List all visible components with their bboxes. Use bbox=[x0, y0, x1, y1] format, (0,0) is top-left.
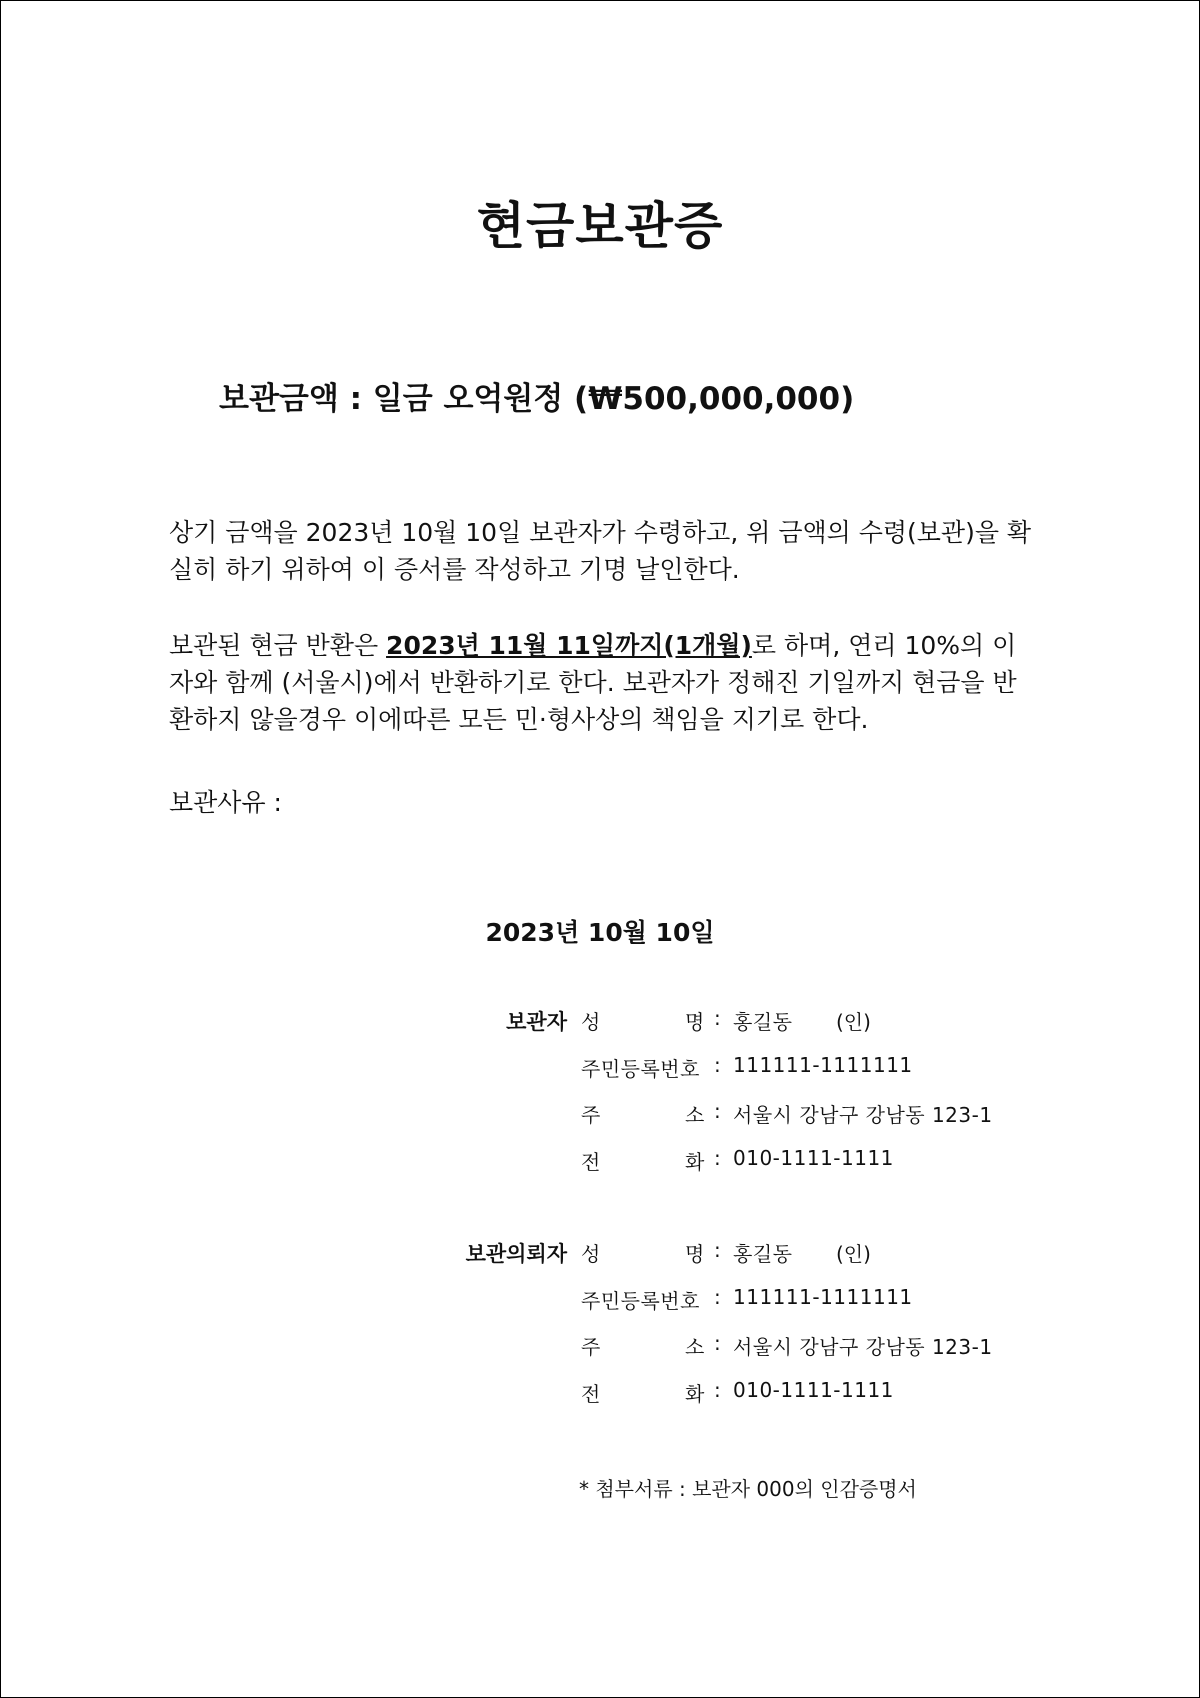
phone-label-first: 전 bbox=[581, 1382, 601, 1406]
keeper-phone: 010-1111-1111 bbox=[733, 1146, 894, 1170]
colon: : bbox=[714, 1378, 721, 1402]
name-label-first: 성 bbox=[581, 1010, 601, 1034]
requester-id-row bbox=[581, 1285, 1041, 1315]
keeper-address-row bbox=[581, 1099, 1041, 1129]
id-label: 주민등록번호 bbox=[581, 1057, 700, 1081]
signing-date: 2023년 10월 10일 bbox=[485, 918, 715, 947]
requester-name-row bbox=[581, 1238, 1041, 1268]
colon: : bbox=[714, 1331, 721, 1355]
keeper-seal: (인) bbox=[836, 1010, 871, 1034]
phone-label-second: 화 bbox=[685, 1150, 705, 1174]
return-terms-rest: 로 하며, 연리 10%의 이자와 함께 (서울시)에서 반환하기로 한다. 보관자가 정해진 기일까지 현금을 반환하지 않을경우 이에따른 모든 민·형사상의 책임을 지기로 한다. bbox=[169, 631, 1017, 734]
phone-label-second: 화 bbox=[685, 1382, 705, 1406]
name-label-first: 성 bbox=[581, 1242, 601, 1266]
attachment-note: * 첨부서류 : 보관자 000의 인감증명서 bbox=[579, 1477, 917, 1501]
amount-line: 보관금액 : 일금 오억원정 (₩500,000,000) bbox=[219, 381, 855, 417]
keeper-id-number: 111111-1111111 bbox=[733, 1053, 913, 1077]
keeper-address: 서울시 강남구 강남동 123-1 bbox=[733, 1103, 993, 1127]
requester-name: 홍길동 bbox=[733, 1242, 793, 1266]
keeper-role-label: 보관자 bbox=[506, 1010, 567, 1034]
address-label-first: 주 bbox=[581, 1103, 601, 1127]
address-label-second: 소 bbox=[685, 1103, 705, 1127]
requester-phone: 010-1111-1111 bbox=[733, 1378, 894, 1402]
colon: : bbox=[714, 1146, 721, 1170]
keeper-id-row bbox=[581, 1053, 1041, 1083]
name-label-second: 명 bbox=[685, 1242, 705, 1266]
colon: : bbox=[714, 1099, 721, 1123]
return-terms-intro: 보관된 현금 반환은 bbox=[169, 631, 387, 660]
colon: : bbox=[714, 1285, 721, 1309]
colon: : bbox=[714, 1238, 721, 1262]
requester-id-number: 111111-1111111 bbox=[733, 1285, 913, 1309]
receipt-paragraph: 상기 금액을 2023년 10월 10일 보관자가 수령하고, 위 금액의 수령(보관)을 확실히 하기 위하여 이 증서를 작성하고 기명 날인한다. bbox=[169, 518, 1032, 584]
return-terms-paragraph bbox=[169, 627, 1039, 738]
name-label-second: 명 bbox=[685, 1010, 705, 1034]
phone-label-first: 전 bbox=[581, 1150, 601, 1174]
address-label-first: 주 bbox=[581, 1335, 601, 1359]
keeper-name: 홍길동 bbox=[733, 1010, 793, 1034]
requester-address: 서울시 강남구 강남동 123-1 bbox=[733, 1335, 993, 1359]
colon: : bbox=[714, 1006, 721, 1030]
return-deadline: 2023년 11월 11일까지(1개월) bbox=[386, 631, 752, 660]
requester-seal: (인) bbox=[836, 1242, 871, 1266]
keeper-name-row bbox=[581, 1006, 1041, 1036]
address-label-second: 소 bbox=[685, 1335, 705, 1359]
colon: : bbox=[714, 1053, 721, 1077]
id-label: 주민등록번호 bbox=[581, 1289, 700, 1313]
requester-phone-row bbox=[581, 1378, 1041, 1408]
requester-role-label: 보관의뢰자 bbox=[465, 1242, 567, 1266]
keeper-phone-row bbox=[581, 1146, 1041, 1176]
requester-address-row bbox=[581, 1331, 1041, 1361]
document-title: 현금보관증 bbox=[476, 197, 724, 255]
reason-label: 보관사유 : bbox=[169, 788, 282, 817]
